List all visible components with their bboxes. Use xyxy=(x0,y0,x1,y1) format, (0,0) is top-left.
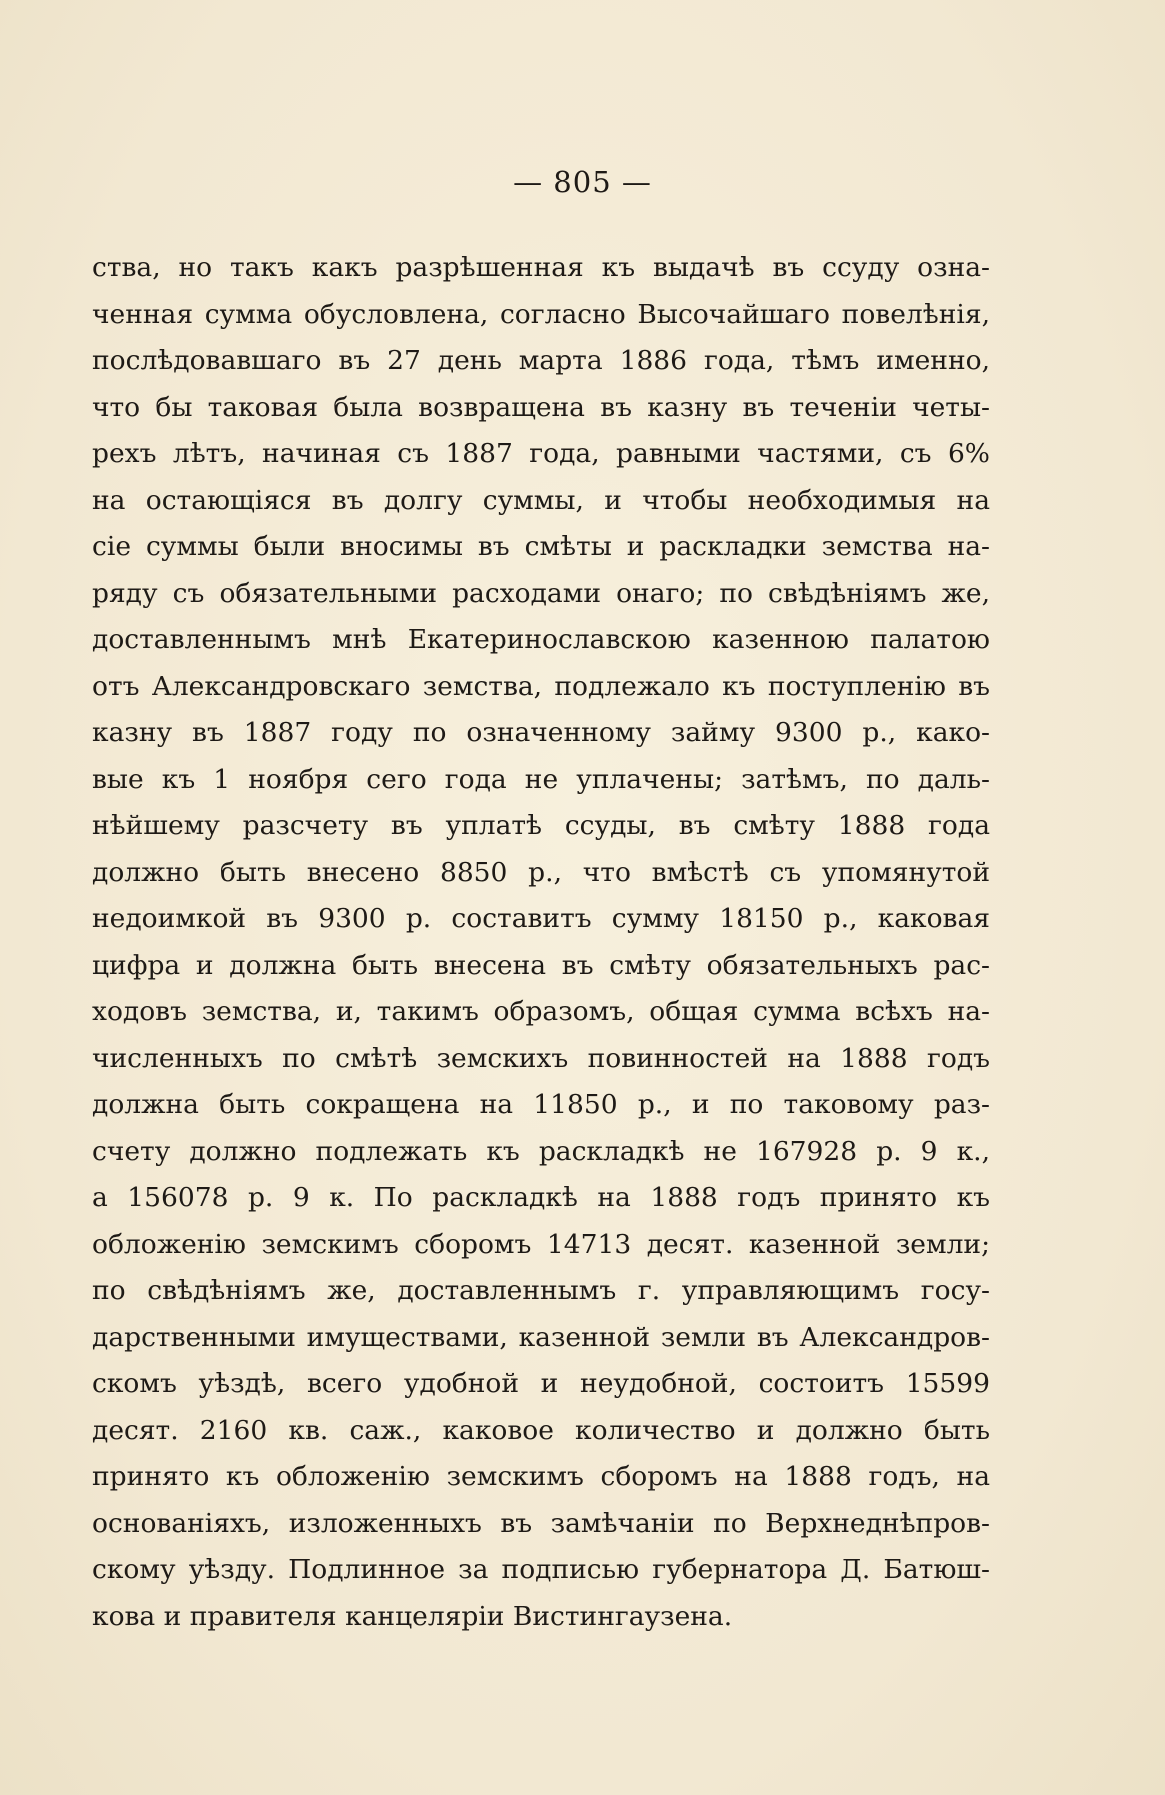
text-line: ходовъ земства, и, такимъ образомъ, общая сумма всѣхъ на- xyxy=(92,996,990,1027)
text-line: основаніяхъ, изложенныхъ въ замѣчаніи по Верхнеднѣпров- xyxy=(92,1507,990,1539)
text-line: доставленнымъ мнѣ Екатеринославскою казенною палатою xyxy=(92,624,990,655)
text-line: цифра и должна быть внесена въ смѣту обязательныхъ рас- xyxy=(92,949,990,981)
text-line: численныхъ по смѣтѣ земскихъ повинностей на 1888 годъ xyxy=(92,1042,990,1074)
text-line: вые къ 1 ноября сего года не уплачены; затѣмъ, по даль- xyxy=(92,763,990,795)
text-line: скомъ уѣздѣ, всего удобной и неудобной, состоитъ 15599 xyxy=(92,1368,990,1399)
body-text xyxy=(92,245,990,1640)
text-line: а 156078 р. 9 к. По раскладкѣ на 1888 годъ принято къ xyxy=(92,1182,990,1213)
text-line: ченная сумма обусловлена, согласно Высочайшаго повелѣнія, xyxy=(92,298,990,330)
text-line: по свѣдѣніямъ же, доставленнымъ г. управляющимъ госу- xyxy=(92,1275,990,1306)
text-line: что бы таковая была возвращена въ казну въ теченіи четы- xyxy=(92,391,990,423)
text-line: послѣдовавшаго въ 27 день марта 1886 года, тѣмъ именно, xyxy=(92,345,990,376)
text-line: сіе суммы были вносимы въ смѣты и раскладки земства на- xyxy=(92,531,990,562)
text-line: ряду съ обязательными расходами онаго; по свѣдѣніямъ же, xyxy=(92,577,990,609)
text-line: обложенію земскимъ сборомъ 14713 десят. казенной земли; xyxy=(92,1228,990,1260)
text-line: ства, но такъ какъ разрѣшенная къ выдачѣ въ ссуду озна- xyxy=(92,252,990,283)
text-line: на остающіяся въ долгу суммы, и чтобы необходимыя на xyxy=(92,484,990,516)
text-line: казну въ 1887 году по означенному займу 9300 р., како- xyxy=(92,717,990,748)
text-line: нѣйшему разсчету въ уплатѣ ссуды, въ смѣту 1888 года xyxy=(92,810,990,841)
text-line: счету должно подлежать къ раскладкѣ не 167928 р. 9 к., xyxy=(92,1135,990,1167)
text-line: должна быть сокращена на 11850 р., и по таковому раз- xyxy=(92,1089,990,1120)
text-line: отъ Александровскаго земства, подлежало къ поступленію въ xyxy=(92,670,990,702)
page-number: — 805 — xyxy=(513,165,652,199)
text-line: скому уѣзду. Подлинное за подписью губернатора Д. Батюш- xyxy=(92,1554,990,1585)
text-line: принято къ обложенію земскимъ сборомъ на 1888 годъ, на xyxy=(92,1461,990,1492)
text-line: дарственными имуществами, казенной земли въ Александров- xyxy=(92,1321,990,1353)
text-line: рехъ лѣтъ, начиная съ 1887 года, равными частями, съ 6% xyxy=(92,438,990,469)
text-line: десят. 2160 кв. саж., каковое количество и должно быть xyxy=(92,1414,990,1446)
text-line: недоимкой въ 9300 р. составитъ сумму 18150 р., каковая xyxy=(92,903,990,934)
text-line: кова и правителя канцеляріи Вистингаузена. xyxy=(92,1600,733,1632)
text-line: должно быть внесено 8850 р., что вмѣстѣ съ упомянутой xyxy=(92,856,990,888)
